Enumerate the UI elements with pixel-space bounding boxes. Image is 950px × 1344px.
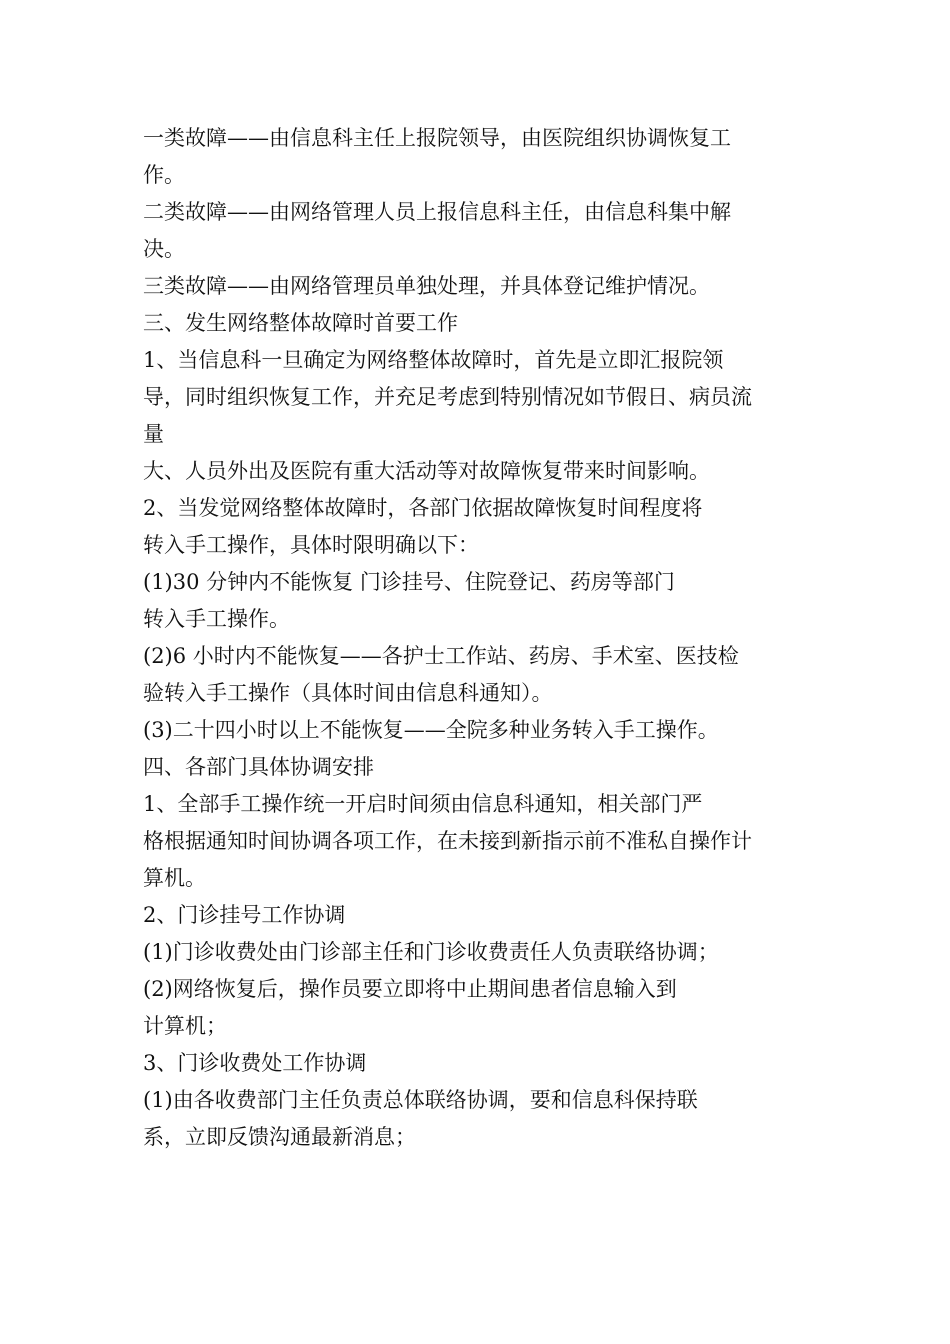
text-line: 验转入手工操作（具体时间由信息科通知）。 bbox=[143, 681, 553, 705]
text-line: 决。 bbox=[143, 237, 185, 261]
text-line: 1、全部手工操作统一开启时间须由信息科通知，相关部门严 bbox=[143, 792, 703, 816]
text-line: (3)二十四小时以上不能恢复——全院多种业务转入手工操作。 bbox=[143, 718, 719, 742]
text-line: 2、当发觉网络整体故障时，各部门依据故障恢复时间程度将 bbox=[143, 496, 703, 520]
section-heading: 四、各部门具体协调安排 bbox=[143, 755, 374, 779]
text-line: 一类故障——由信息科主任上报院领导，由医院组织协调恢复工 bbox=[143, 126, 731, 150]
document-body bbox=[143, 120, 823, 1156]
text-line: 转入手工操作，具体时限明确以下： bbox=[143, 533, 479, 557]
text-line: 导，同时组织恢复工作，并充足考虑到特别情况如节假日、病员流 bbox=[143, 385, 752, 409]
text-line: (1)30 分钟内不能恢复 门诊挂号、住院登记、药房等部门 bbox=[143, 570, 675, 594]
text-line: 计算机； bbox=[143, 1014, 227, 1038]
text-line: 算机。 bbox=[143, 866, 206, 890]
text-line: 二类故障——由网络管理人员上报信息科主任，由信息科集中解 bbox=[143, 200, 731, 224]
text-line: 转入手工操作。 bbox=[143, 607, 290, 631]
subsection-heading: 2、门诊挂号工作协调 bbox=[143, 903, 346, 927]
text-line: 1、当信息科一旦确定为网络整体故障时，首先是立即汇报院领 bbox=[143, 348, 724, 372]
subsection-heading: 3、门诊收费处工作协调 bbox=[143, 1051, 367, 1075]
text-line: 格根据通知时间协调各项工作，在未接到新指示前不准私自操作计 bbox=[143, 829, 752, 853]
section-heading: 三、发生网络整体故障时首要工作 bbox=[143, 311, 458, 335]
text-line: 大、人员外出及医院有重大活动等对故障恢复带来时间影响。 bbox=[143, 459, 710, 483]
text-line: 量 bbox=[143, 422, 164, 446]
text-line: 作。 bbox=[143, 163, 185, 187]
text-line: (1)由各收费部门主任负责总体联络协调，要和信息科保持联 bbox=[143, 1088, 698, 1112]
text-line: (2)网络恢复后，操作员要立即将中止期间患者信息输入到 bbox=[143, 977, 677, 1001]
text-line: 三类故障——由网络管理员单独处理，并具体登记维护情况。 bbox=[143, 274, 710, 298]
text-line: (2)6 小时内不能恢复——各护士工作站、药房、手术室、医技检 bbox=[143, 644, 739, 668]
text-line: (1)门诊收费处由门诊部主任和门诊收费责任人负责联络协调； bbox=[143, 940, 719, 964]
text-line: 系，立即反馈沟通最新消息； bbox=[143, 1125, 416, 1149]
